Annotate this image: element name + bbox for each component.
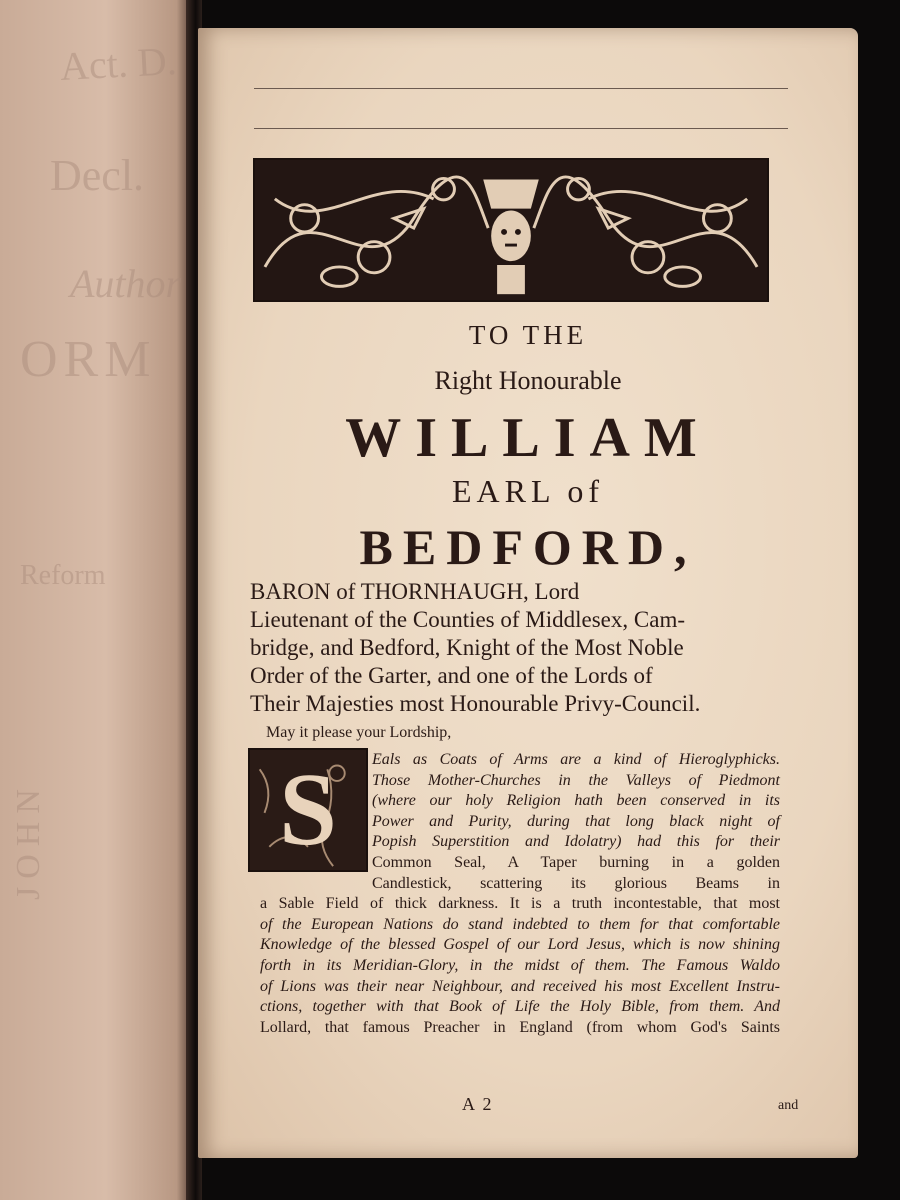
ghost-text-2: Decl. xyxy=(50,151,145,200)
titles-line: bridge, and Bedford, Knight of the Most Noble xyxy=(250,635,684,660)
ghost-text-1: Act. D. xyxy=(58,37,178,90)
ghost-text-5: Reform xyxy=(20,560,106,591)
titles-paragraph xyxy=(250,578,810,718)
ghost-text-6: JOHN xyxy=(10,781,47,900)
body-line: Popish Superstition and Idolatry) had this for their xyxy=(372,833,780,851)
body-line: Knowledge of the blessed Gospel of our Lord Jesus, which is now shining xyxy=(260,936,780,954)
dedication-to-the: TO THE xyxy=(468,320,588,350)
body-line: a Sable Field of thick darkness. It is a truth incontestable, that most xyxy=(260,895,780,913)
signature-mark: A 2 xyxy=(462,1094,494,1114)
ghost-text-4: Author xyxy=(70,261,182,306)
bedford-title: BEDFORD, xyxy=(359,519,697,575)
titles-line: Their Majesties most Honourable Privy-Council. xyxy=(250,691,701,716)
salutation: May it please your Lordship, xyxy=(266,724,452,741)
body-line: Those Mother-Churches in the Valleys of Piedmont xyxy=(372,771,780,789)
floral-woodcut-headpiece-icon xyxy=(253,158,769,302)
ghost-text-3: ORM xyxy=(20,331,157,388)
right-honourable-line: Right Honourable xyxy=(434,366,622,395)
dedication-body xyxy=(260,750,780,1038)
body-line: Power and Purity, during that long black night of xyxy=(372,812,780,830)
body-line: Common Seal, A Taper burning in a golden xyxy=(372,853,780,871)
body-line: of the European Nations do stand indebted to them for that comfortable xyxy=(260,915,780,933)
body-line: Candlestick, scattering its glorious Beams in xyxy=(372,874,780,892)
body-line: forth in its Meridian-Glory, in the midst of them. The Famous Waldo xyxy=(260,956,780,974)
book-page xyxy=(198,28,858,1158)
titles-line: Order of the Garter, and one of the Lords of xyxy=(250,663,653,688)
initial-letter: S xyxy=(279,752,337,867)
body-line: (where our holy Religion hath been conserved in its xyxy=(372,792,780,810)
titles-line: Lieutenant of the Counties of Middlesex, Cam- xyxy=(250,607,685,632)
body-line: ctions, together with that Book of Life the Holy Bible, from them. And xyxy=(260,998,780,1016)
titles-line: BARON of THORNHAUGH, Lord xyxy=(250,579,580,604)
left-facing-page xyxy=(0,0,192,1200)
body-line: Eals as Coats of Arms are a kind of Hieroglyphicks. xyxy=(372,751,780,768)
body-line: Lollard, that famous Preacher in England (from whom God's Saints xyxy=(260,1018,780,1036)
top-rule-2 xyxy=(254,128,788,129)
earl-of-line: EARL of xyxy=(451,473,604,509)
catchword: and xyxy=(778,1098,799,1113)
name-william: WILLIAM xyxy=(345,407,711,469)
body-line: of Lions was their near Neighbour, and received his most Excellent Instru- xyxy=(260,977,780,995)
top-rule-1 xyxy=(254,88,788,89)
